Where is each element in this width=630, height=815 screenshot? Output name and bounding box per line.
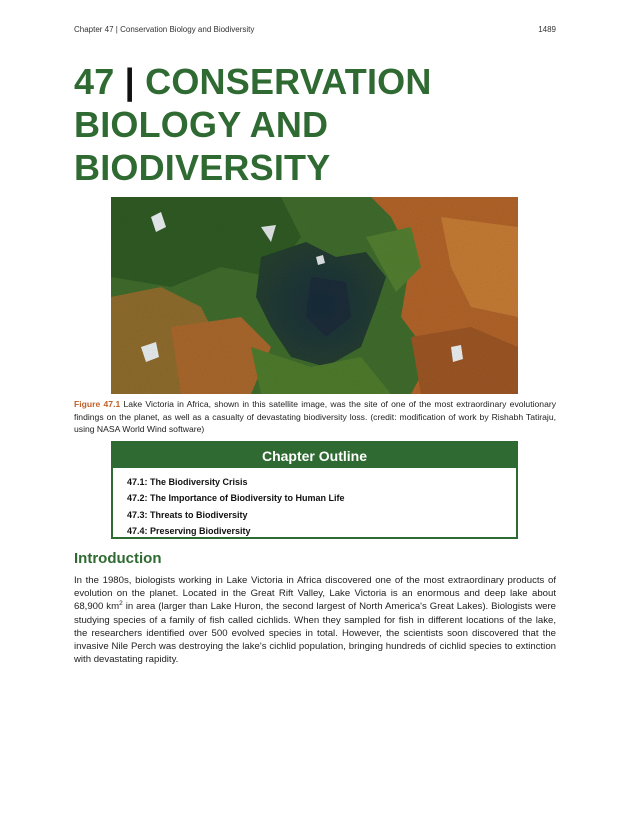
chapter-title	[74, 60, 554, 189]
chapter-outline-list	[113, 468, 516, 539]
chapter-title-line-1: CONSERVATION	[145, 61, 432, 102]
satellite-image	[111, 197, 518, 394]
introduction-paragraph	[74, 574, 556, 666]
introduction-text-part-2: in area (larger than Lake Huron, the second largest of North America's Great Lakes). Biologists were studying species of a family of fish called cichlids. When they sampled for fish in different locations of the lake, the researchers identified over 500 evolved species in total. However, the scientists soon discovered that the invasive Nile Perch was destroying the lake's cichlid population, bringing hundreds of cichlid species to extinction with devastating rapidity.	[74, 601, 556, 666]
outline-item-47-2: 47.2: The Importance of Biodiversity to Human Life	[127, 493, 345, 504]
figure-label: Figure 47.1	[74, 399, 121, 409]
chapter-title-line-3: BIODIVERSITY	[74, 147, 331, 188]
introduction-text-part-1: In the 1980s, biologists working in Lake Victoria in Africa discovered one of the most extraordinary products of evolution on the planet. Located in the Great Rift Valley, Lake Victoria is an enormous and deep lake about 68,900 km	[74, 575, 556, 613]
title-separator: |	[124, 61, 135, 102]
chapter-number: 47	[74, 61, 115, 102]
superscript-2: 2	[119, 600, 123, 608]
running-header	[74, 25, 556, 34]
chapter-title-line-2: BIOLOGY AND	[74, 104, 329, 145]
outline-item-47-4: 47.4: Preserving Biodiversity	[127, 525, 251, 536]
running-header-chapter: Chapter 47 | Conservation Biology and Biodiversity	[74, 25, 255, 34]
chapter-outline-title: Chapter Outline	[113, 443, 516, 468]
figure-caption	[74, 398, 556, 436]
outline-item-47-1: 47.1: The Biodiversity Crisis	[127, 477, 248, 487]
outline-item-47-3: 47.3: Threats to Biodiversity	[127, 509, 248, 520]
chapter-outline	[111, 441, 518, 539]
introduction-heading: Introduction	[74, 550, 162, 567]
page-number: 1489	[538, 25, 556, 34]
figure-caption-text: Lake Victoria in Africa, shown in this satellite image, was the site of one of the most extraordinary evolutionary findings on the planet, as well as a casualty of devastating biodiversity loss. (credit: modification of work by Rishabh Tatiraju, using NASA World Wind software)	[74, 399, 557, 435]
